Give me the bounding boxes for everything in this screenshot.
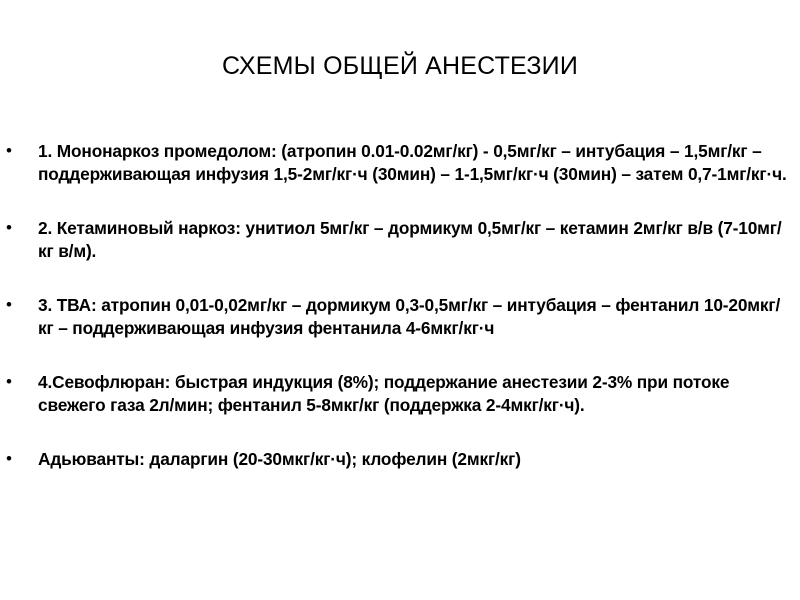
bullet-item-mononarcosis (0, 140, 800, 185)
bullet-item-tva (0, 294, 800, 339)
bullet-item-ketamine (0, 217, 800, 262)
bullet-text: Адьюванты: даларгин (20-30мкг/кг·ч); клофелин (2мкг/кг) (38, 449, 521, 469)
bullet-dot-icon: • (6, 372, 12, 391)
bullet-item-sevoflurane (0, 371, 800, 416)
bullet-dot-icon: • (6, 218, 12, 237)
bullet-item-adjuvants (0, 448, 800, 471)
bullet-text: 2. Кетаминовый наркоз: унитиол 5мг/кг – дормикум 0,5мг/кг – кетамин 2мг/кг в/в (7-10мг/кг в/м). (38, 218, 782, 261)
slide-title: СХЕМЫ ОБЩЕЙ АНЕСТЕЗИИ (221, 52, 579, 80)
bullet-text: 4.Севофлюран: быстрая индукция (8%); поддержание анестезии 2-3% при потоке свежего газа 2л/мин; фентанил 5-8мкг/кг (поддержка 2-4мкг/кг·ч). (38, 372, 730, 415)
bullet-dot-icon: • (6, 295, 12, 314)
bullet-dot-icon: • (6, 141, 12, 160)
bullet-text: 1. Мононаркоз промедолом: (атропин 0.01-0.02мг/кг) - 0,5мг/кг – интубация – 1,5мг/кг – поддерживающая инфузия 1,5-2мг/кг·ч (30мин) – 1-1,5мг/кг·ч (30мин) – затем 0,7-1мг/кг·ч. (38, 141, 787, 184)
bullet-text: 3. ТВА: атропин 0,01-0,02мг/кг – дормикум 0,3-0,5мг/кг – интубация – фентанил 10-20мкг/кг – поддерживающая инфузия фентанила 4-6мкг/кг·ч (38, 295, 781, 338)
bullet-list (0, 140, 800, 471)
bullet-dot-icon: • (6, 449, 12, 468)
